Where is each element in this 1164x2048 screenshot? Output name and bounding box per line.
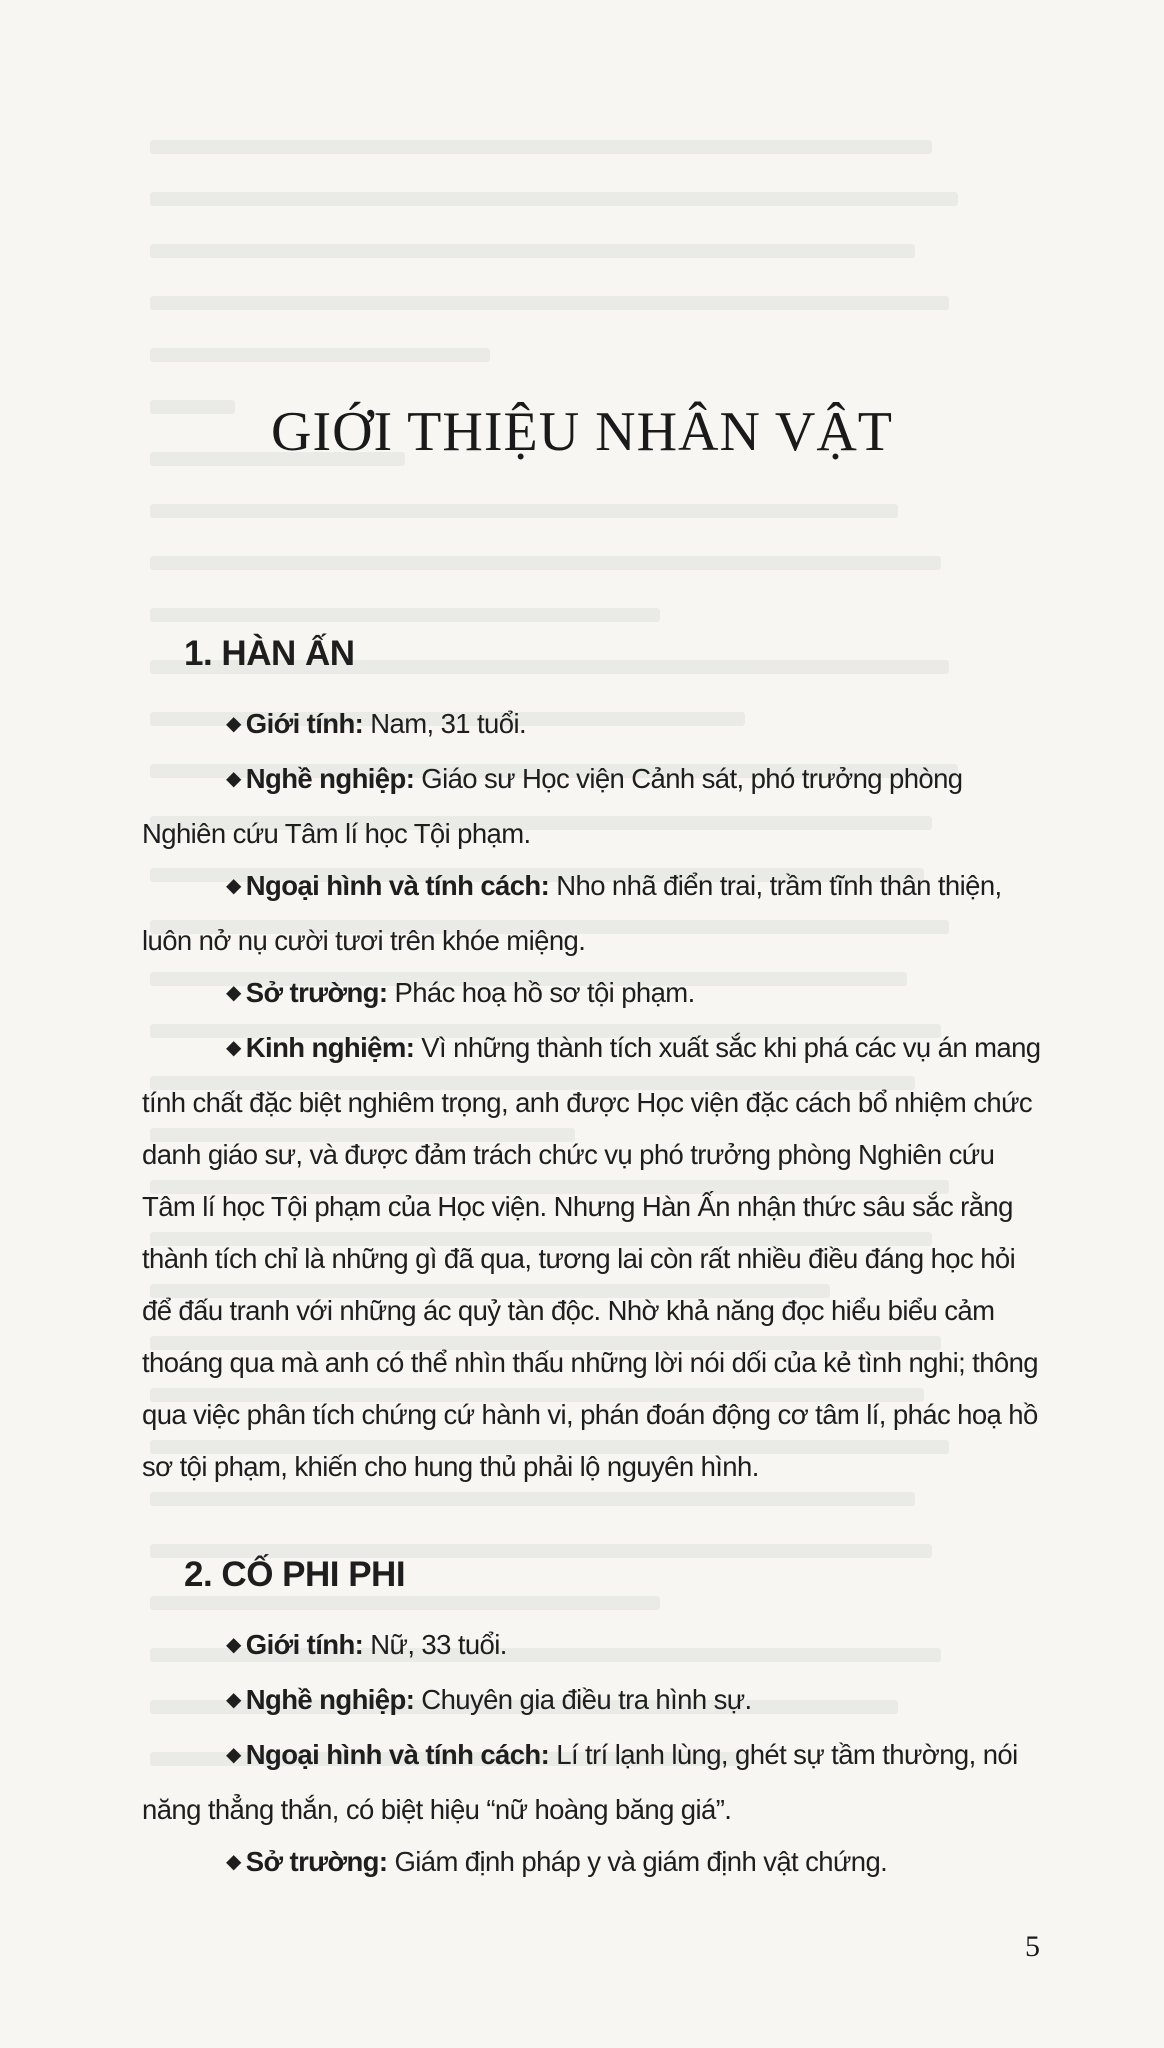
diamond-bullet-icon: ◆ — [226, 713, 241, 735]
diamond-bullet-icon: ◆ — [226, 1744, 241, 1766]
item-text: Nho nhã điển trai, trầm tĩnh thân thiện, luôn nở nụ cười tươi trên khóe miệng. — [142, 870, 1002, 956]
diamond-bullet-icon: ◆ — [226, 768, 241, 790]
page-title: GIỚI THIỆU NHÂN VẬT — [271, 401, 893, 463]
item-text: Vì những thành tích xuất sắc khi phá các vụ án mang tính chất đặc biệt nghiêm trọng, anh được Học viện đặc cách bổ nhiệm chức danh giáo sư, và được đảm trách chức vụ phó trưởng phòng Nghiên cứu Tâm lí học Tội phạm của Học viện. Nhưng Hàn Ấn nhận thức sâu sắc rằng thành tích chỉ là những gì đã qua, tương lai còn rất nhiều điều đáng học hỏi để đấu tranh với những ác quỷ tàn độc. Nhờ khả năng đọc hiểu biểu cảm thoáng qua mà anh có thể nhìn thấu những lời nói dối của kẻ tình nghi; thông qua việc phân tích chứng cứ hành vi, phán đoán động cơ tâm lí, phác hoạ hồ sơ tội phạm, khiến cho hung thủ phải lộ nguyên hình. — [142, 1032, 1041, 1482]
item-label: Sở trường: — [245, 977, 388, 1008]
diamond-bullet-icon: ◆ — [226, 1634, 241, 1656]
item-text: Nữ, 33 tuổi. — [363, 1629, 507, 1660]
item-text: Giáo sư Học viện Cảnh sát, phó trưởng phòng Nghiên cứu Tâm lí học Tội phạm. — [142, 763, 963, 849]
diamond-bullet-icon: ◆ — [226, 875, 241, 897]
item-label: Sở trường: — [245, 1846, 388, 1877]
page-number: 5 — [1025, 1930, 1040, 1963]
section-heading-co-phi-phi: 2. CỐ PHI PHI — [184, 1555, 406, 1594]
item-label: Ngoại hình và tính cách: — [245, 1739, 550, 1770]
item-text: Nam, 31 tuổi. — [363, 708, 526, 739]
diamond-bullet-icon: ◆ — [226, 1037, 241, 1059]
item-text: Giám định pháp y và giám định vật chứng. — [387, 1846, 888, 1877]
section-heading-han-an: 1. HÀN ẤN — [184, 634, 355, 673]
han-an-experience-item — [142, 1022, 1042, 1493]
co-phi-phi-occupation-item — [142, 1674, 1042, 1729]
item-label: Kinh nghiệm: — [245, 1032, 415, 1063]
item-text: Phác hoạ hồ sơ tội phạm. — [387, 977, 695, 1008]
character-intro-content — [142, 628, 1042, 1891]
item-text: Lí trí lạnh lùng, ghét sự tầm thường, nói năng thẳng thắn, có biệt hiệu “nữ hoàng băng giá”. — [142, 1739, 1018, 1825]
co-phi-phi-gender-item — [142, 1619, 1042, 1674]
item-label: Nghề nghiệp: — [245, 1684, 415, 1715]
co-phi-phi-strength-item — [142, 1836, 1042, 1891]
diamond-bullet-icon: ◆ — [226, 982, 241, 1004]
han-an-strength-item — [142, 967, 1042, 1022]
han-an-gender-item — [142, 698, 1042, 753]
han-an-appearance-item — [142, 860, 1042, 967]
diamond-bullet-icon: ◆ — [226, 1689, 241, 1711]
item-text: Chuyên gia điều tra hình sự. — [414, 1684, 752, 1715]
co-phi-phi-appearance-item — [142, 1729, 1042, 1836]
han-an-occupation-item — [142, 753, 1042, 860]
item-label: Giới tính: — [245, 708, 364, 739]
diamond-bullet-icon: ◆ — [226, 1851, 241, 1873]
item-label: Giới tính: — [245, 1629, 364, 1660]
item-label: Ngoại hình và tính cách: — [245, 870, 550, 901]
item-label: Nghề nghiệp: — [245, 763, 415, 794]
